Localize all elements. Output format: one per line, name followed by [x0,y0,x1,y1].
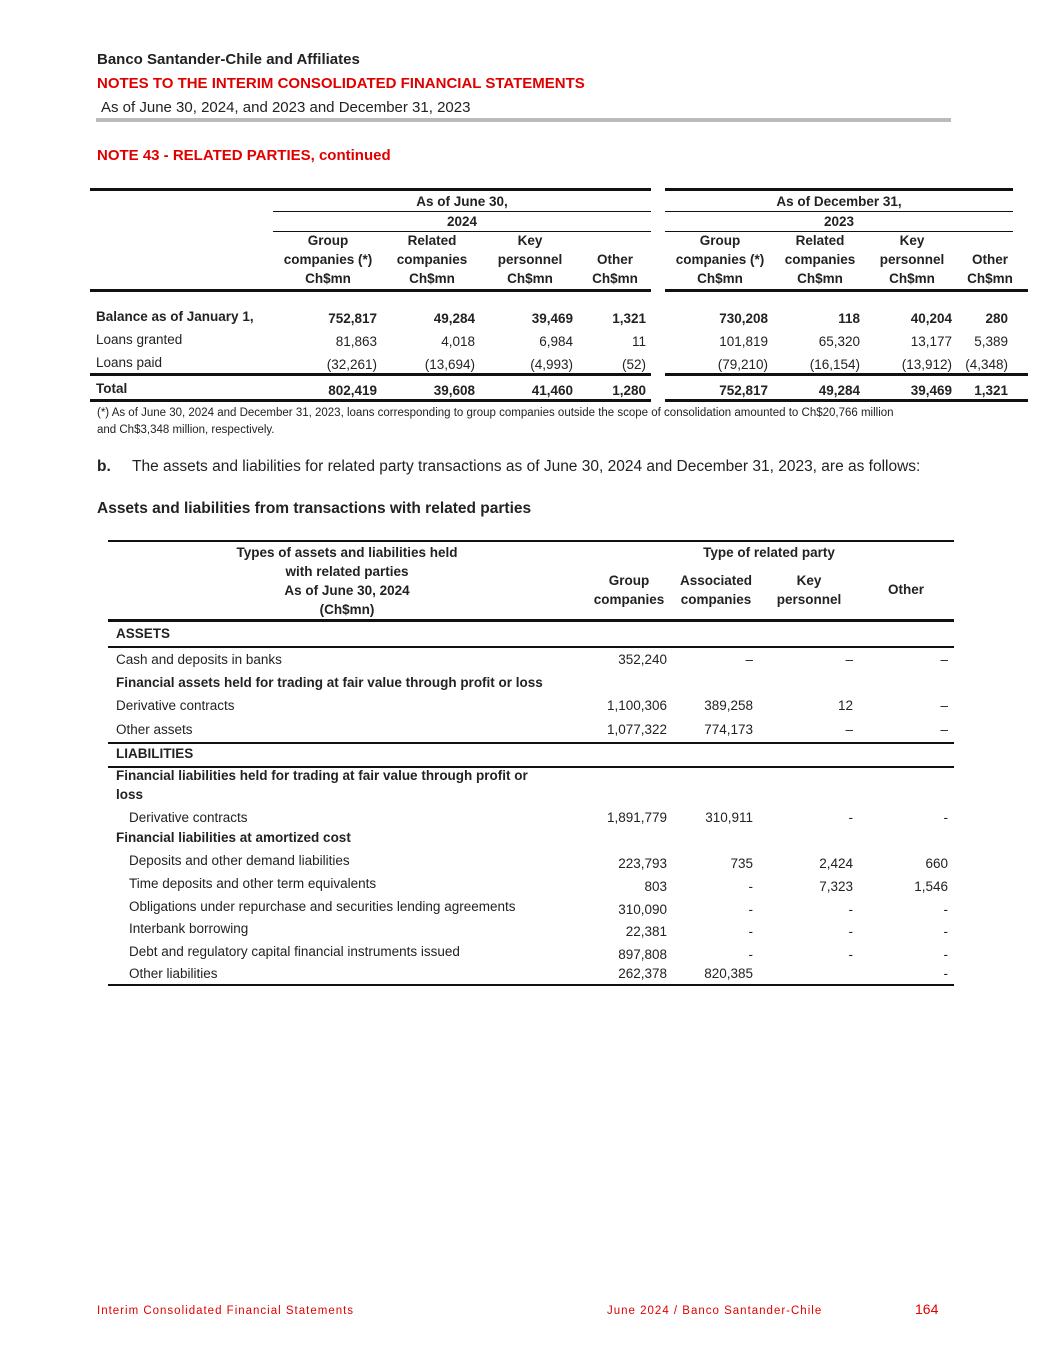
column-header: Group [307,233,349,248]
column-header: companies (*) [283,252,373,267]
cell-value: 118 [838,311,860,326]
column-header: Other [596,252,634,267]
table-title: (Ch$mn) [319,602,375,617]
column-header: companies [680,592,752,607]
cell-value: 22,381 [625,924,667,939]
footer-left: Interim Consolidated Financial Statements [97,1305,355,1317]
column-header: Key [796,573,822,588]
row-label: loss [116,787,144,802]
cell-value: 280 [985,311,1008,326]
cell-value: - [748,879,753,894]
liabilities-top-rule [108,742,954,744]
column-header: Ch$mn [592,271,638,286]
cell-value: 802,419 [328,383,377,398]
cell-value: 352,240 [618,652,667,667]
row-label: Debt and regulatory capital financial instruments issued [129,944,460,959]
period-year: 2024 [446,214,478,229]
total-rule [90,373,651,376]
cell-value: 310,911 [705,810,753,825]
company-name: Banco Santander-Chile and Affiliates [97,51,360,68]
period-label: As of June 30, [416,194,508,209]
cell-value: 389,258 [704,698,753,713]
cell-value: 6,984 [539,334,573,349]
cell-value: 41,460 [531,383,573,398]
cell-value: 49,284 [818,383,860,398]
cell-value: – [940,722,948,737]
cell-value: 752,817 [328,311,377,326]
table-top-rule [665,188,1013,191]
column-header: personnel [497,252,563,267]
cell-value: 752,817 [719,383,768,398]
row-label: Derivative contracts [116,698,235,713]
header-rule [96,118,951,122]
column-header: Associated [679,573,753,588]
column-header: personnel [776,592,842,607]
column-header: Related [795,233,845,248]
cell-value: 730,208 [719,311,768,326]
header-rule [665,211,1013,212]
cell-value: 81,863 [335,334,377,349]
cell-value: 774,173 [704,722,753,737]
row-label: Obligations under repurchase and securities lending agreements [129,899,516,914]
cell-value: 101,819 [719,334,768,349]
note-title: NOTE 43 - RELATED PARTIES, continued [97,147,391,164]
cell-value: – [845,652,853,667]
table-bottom-rule [108,984,954,986]
cell-value: (4,348) [965,357,1008,372]
cell-value: 39,469 [910,383,952,398]
row-label: Financial assets held for trading at fair value through profit or loss [116,675,543,690]
column-header: Group [699,233,741,248]
footnote-line: (*) As of June 30, 2024 and December 31, 2023, loans corresponding to group companies outside the scope of consolidation amounted to Ch$20,766 million [97,407,894,419]
cell-value: - [943,902,948,917]
cell-value: 820,385 [704,966,753,981]
section-b-marker: b. [97,458,111,475]
cell-value: (13,912) [901,357,952,372]
cell-value: (32,261) [326,357,377,372]
cell-value: 803 [644,879,667,894]
column-header: Key [899,233,925,248]
cell-value: 1,100,306 [606,698,667,713]
header-rule [273,211,651,212]
cell-value: (4,993) [530,357,573,372]
header-bottom-rule [90,289,651,292]
header-rule [665,231,1013,232]
cell-value: - [748,947,753,962]
period-label: As of December 31, [776,194,902,209]
row-label: LIABILITIES [116,746,194,761]
cell-value: 1,321 [612,311,646,326]
column-header: companies [593,592,665,607]
notes-title: NOTES TO THE INTERIM CONSOLIDATED FINANCIAL STATEMENTS [97,75,585,92]
footer-center: June 2024 / Banco Santander-Chile [607,1305,823,1317]
table-title: with related parties [285,564,409,579]
cell-value: 735 [730,856,753,871]
column-header: Ch$mn [967,271,1013,286]
footnote-line: and Ch$3,348 million, respectively. [97,424,275,436]
loans-footnote [97,405,894,439]
column-header: Group [608,573,650,588]
column-header: Ch$mn [305,271,351,286]
column-header: Ch$mn [889,271,935,286]
cell-value: - [943,966,948,981]
column-header: Ch$mn [409,271,455,286]
row-label: Total [96,381,128,396]
cell-value: 1,077,322 [606,722,667,737]
cell-value: 4,018 [441,334,475,349]
row-label: Financial liabilities held for trading at fair value through profit or [116,768,528,783]
cell-value: 39,469 [531,311,573,326]
column-header: Ch$mn [507,271,553,286]
total-rule [665,373,1028,376]
cell-value: (52) [621,357,646,372]
cell-value: 12 [837,698,853,713]
column-header: companies (*) [675,252,765,267]
cell-value: 13,177 [910,334,952,349]
cell-value: 310,090 [618,902,667,917]
row-label: Deposits and other demand liabilities [129,853,350,868]
column-header: Ch$mn [797,271,843,286]
row-label: Time deposits and other term equivalents [129,876,377,891]
column-header: Key [517,233,543,248]
cell-value: - [848,947,853,962]
total-bottom-rule [90,399,651,402]
column-header: companies [396,252,468,267]
row-label: Other liabilities [129,966,218,981]
section-b-text: The assets and liabilities for related party transactions as of June 30, 2024 and December 31, 2023, are as follows: [132,458,921,475]
row-label: ASSETS [116,626,171,641]
row-label: Balance as of January 1, [96,309,254,324]
cell-value: – [940,698,948,713]
cell-value: – [940,652,948,667]
row-label: Cash and deposits in banks [116,652,282,667]
cell-value: (13,694) [424,357,475,372]
section-rule [108,646,954,648]
cell-value: 2,424 [819,856,853,871]
cell-value: - [748,924,753,939]
subheading: Assets and liabilities from transactions with related parties [97,500,532,517]
cell-value: – [745,652,753,667]
cell-value: 49,284 [433,311,475,326]
cell-value: - [943,947,948,962]
cell-value: - [848,810,853,825]
page-number: 164 [915,1301,939,1317]
row-label: Other assets [116,722,193,737]
cell-value: 1,891,779 [606,810,667,825]
row-label: Financial liabilities at amortized cost [116,830,351,845]
cell-value: 660 [925,856,948,871]
column-header: Other [971,252,1009,267]
header-rule [273,231,651,232]
cell-value: 223,793 [618,856,667,871]
cell-value: - [848,924,853,939]
cell-value: 1,280 [612,383,646,398]
row-label: Derivative contracts [129,810,248,825]
header-bottom-rule [665,289,1028,292]
column-header: Other [887,582,925,597]
table-top-rule [108,540,954,542]
cell-value: – [845,722,853,737]
cell-value: 40,204 [910,311,952,326]
row-label: Loans paid [96,355,163,370]
group-header: Type of related party [703,545,835,560]
cell-value: (16,154) [809,357,860,372]
row-label: Loans granted [96,332,183,347]
cell-value: - [943,924,948,939]
cell-value: 65,320 [818,334,860,349]
column-header: companies [784,252,856,267]
column-header: Ch$mn [697,271,743,286]
cell-value: 39,608 [433,383,475,398]
row-label: Interbank borrowing [129,921,249,936]
cell-value: 1,546 [914,879,948,894]
cell-value: 897,808 [618,947,667,962]
cell-value: - [748,902,753,917]
column-header: Related [407,233,457,248]
table-title: Types of assets and liabilities held [236,545,458,560]
period-year: 2023 [823,214,855,229]
header-bottom-rule [108,619,954,622]
total-bottom-rule [665,399,1028,402]
period: As of June 30, 2024, and 2023 and December 31, 2023 [101,99,471,116]
cell-value: 11 [631,334,646,349]
table-top-rule [90,188,651,191]
column-header: personnel [879,252,945,267]
cell-value: (79,210) [717,357,768,372]
cell-value: 262,378 [618,966,667,981]
cell-value: 5,389 [974,334,1008,349]
cell-value: 1,321 [974,383,1008,398]
cell-value: 7,323 [819,879,853,894]
table-title: As of June 30, 2024 [284,583,410,598]
cell-value: - [848,902,853,917]
cell-value: - [943,810,948,825]
